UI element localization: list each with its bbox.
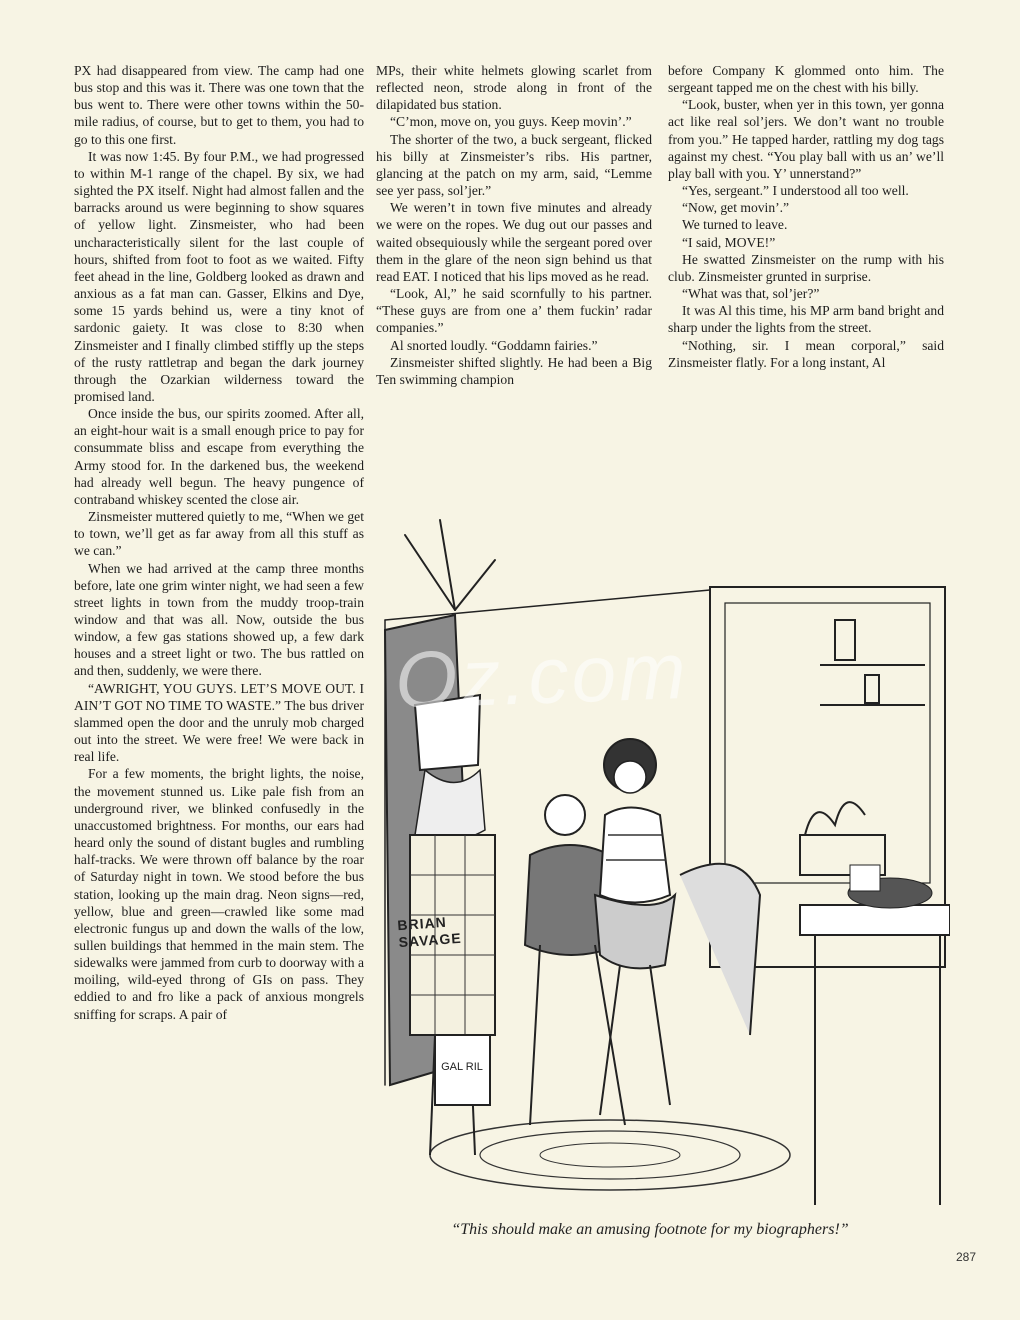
paragraph: The shorter of the two, a buck sergeant, flicked his billy at Zinsmeister’s ribs. His partner, glancing at the patch on my arm, said, “Lemme see yer pass, sol’jer.” [376,131,652,199]
man-head [545,795,585,835]
paragraph: When we had arrived at the camp three months before, late one grim winter night, we had seen a few street lights in town from the muddy troop-train window and that was all. Now, outside the bus window, a few gas stations showed up, a few dark houses and a street light or two. The bus rattled on and then, suddenly, we were there. [74,560,364,679]
paragraph: “C’mon, move on, you guys. Keep movin’.” [390,114,632,130]
paragraph: For a few moments, the bright lights, the noise, the movement stunned us. Like pale fish from an underground river, we blinked confusedly in the unaccustomed brightness. For months, our ears had heard only the sound of distant bugles and rumbling half-tracks. We were thrown off balance by the roar of Saturday night in town. We stood before the bus station, looking up the main drag. Neon signs—red, yellow, blue and green—crawled like some mad electronic fungus up and down the walls of the low, sullen buildings that hemmed in the main stem. The sidewalks were jammed from curb to doorway with a moiling, wild-eyed throng of GIs on pass. They eddied to and fro like a pack of anxious mongrels sniffing for scraps. A pair of [74,766,364,1022]
paragraph: before Company K glommed onto him. The sergeant tapped me on the chest with his billy. [668,63,944,96]
paragraph: “Nothing, sir. I mean corporal,” said Zinsmeister flatly. For a long instant, Al [668,337,944,370]
signature-line: SAVAGE [398,929,463,951]
paragraph: Al snorted loudly. “Goddamn fairies.” [390,337,598,353]
paragraph: “AWRIGHT, YOU GUYS. LET’S MOVE OUT. I AIN’T GOT NO TIME TO WASTE.” The bus driver slammed open the door and the unruly mob charged out into the street. We were free! We were back in real life. [74,680,364,765]
chair [680,864,760,1035]
couple-figures [525,739,675,1125]
cartoon-illustration [380,515,950,1215]
paragraph: He swatted Zinsmeister on the rump with his club. Zinsmeister grunted in surprise. [668,251,944,284]
watermark: Oz.com [393,625,691,726]
bag-label: GAL RIL [441,1061,483,1073]
article-column-2 [376,62,652,388]
paragraph: Once inside the bus, our spirits zoomed. After all, an eight-hour wait is a small enough price to pay for consummate bliss and escape from everything the Army stood for. In the darkened bus, the weekend had already well begun. The heavy pungence of contraband whiskey scented the close air. [74,406,364,507]
article-column-1 [74,62,364,1023]
cartoon-caption: “This should make an amusing footnote for my biographers!” [451,1221,849,1238]
signature-line: BRIAN [396,913,448,934]
round-rug [430,1120,790,1190]
paragraph: MPs, their white helmets glowing scarlet from reflected neon, strode along in front of the dilapidated bus station. [376,63,652,113]
paragraph: Zinsmeister shifted slightly. He had been a Big Ten swimming champion [376,354,652,387]
light-fixture [455,560,495,610]
paragraph: Zinsmeister muttered quietly to me, “When we get to town, we’ll get as far away from all this stuff as we can.” [74,509,364,559]
paragraph: “Yes, sergeant.” I understood all too well. [682,183,909,199]
paragraph: “I said, MOVE!” [682,234,776,250]
paragraph: We weren’t in town five minutes and already we were on the ropes. We dug out our passes and waited obsequiously while the sergeant pored over them in the glare of the neon sign behind us that read EAT. I noticed that his lips moved as he read. [376,200,652,284]
woman-top [600,808,670,903]
woman-face [614,761,646,793]
paragraph: PX had disappeared from view. The camp had one bus stop and this was it. There was one town that the bus went to. There were other towns within the 50-mile radius, of course, but to get to them, you had to go to this one first. [74,63,364,147]
paragraph: “What was that, sol’jer?” [682,286,820,302]
light-fixture [440,520,455,610]
light-fixture [405,535,455,610]
paragraph: It was Al this time, his MP arm band bright and sharp under the lights from the street. [668,303,944,336]
paragraph: “Look, buster, when yer in this town, yer gonna act like real sol’jers. We don’t want no trouble from you.” He tapped harder, rattling my dog tags against my chest. “You play ball with us an’ we’ll play ball with you. Y’ unnerstand?” [668,97,944,181]
artist-signature [397,913,462,951]
paragraph: “Look, Al,” he said scornfully to his partner. “These guys are from one a’ them fuckin’ radar companies.” [376,286,652,336]
paragraph: We turned to leave. [682,217,788,233]
paragraph: It was now 1:45. By four P.M., we had progressed to within M-1 range of the chapel. By six, we had sighted the PX itself. Night had almost fallen and the barracks around us were beginning to show squares of yellow light. Zinsmeister, who had been uncharacteristically silent for the last couple of hours, shifted from foot to foot as we waited. Fifty feet ahead in the line, Goldberg looked as drawn and anxious as a fat man can. Gasser, Elkins and Dye, some 15 yards behind us, were a tiny knot of sardonic gaiety. It was close to 8:30 when Zinsmeister and I finally climbed stiffly up the steps of the rusty rattletrap and began the dark journey through the Ozarkian wilderness toward the promised land. [74,148,364,404]
page-number: 287 [956,1250,977,1264]
article-column-3 [668,62,944,371]
paragraph: “Now, get movin’.” [682,200,790,216]
desk [800,865,950,1205]
